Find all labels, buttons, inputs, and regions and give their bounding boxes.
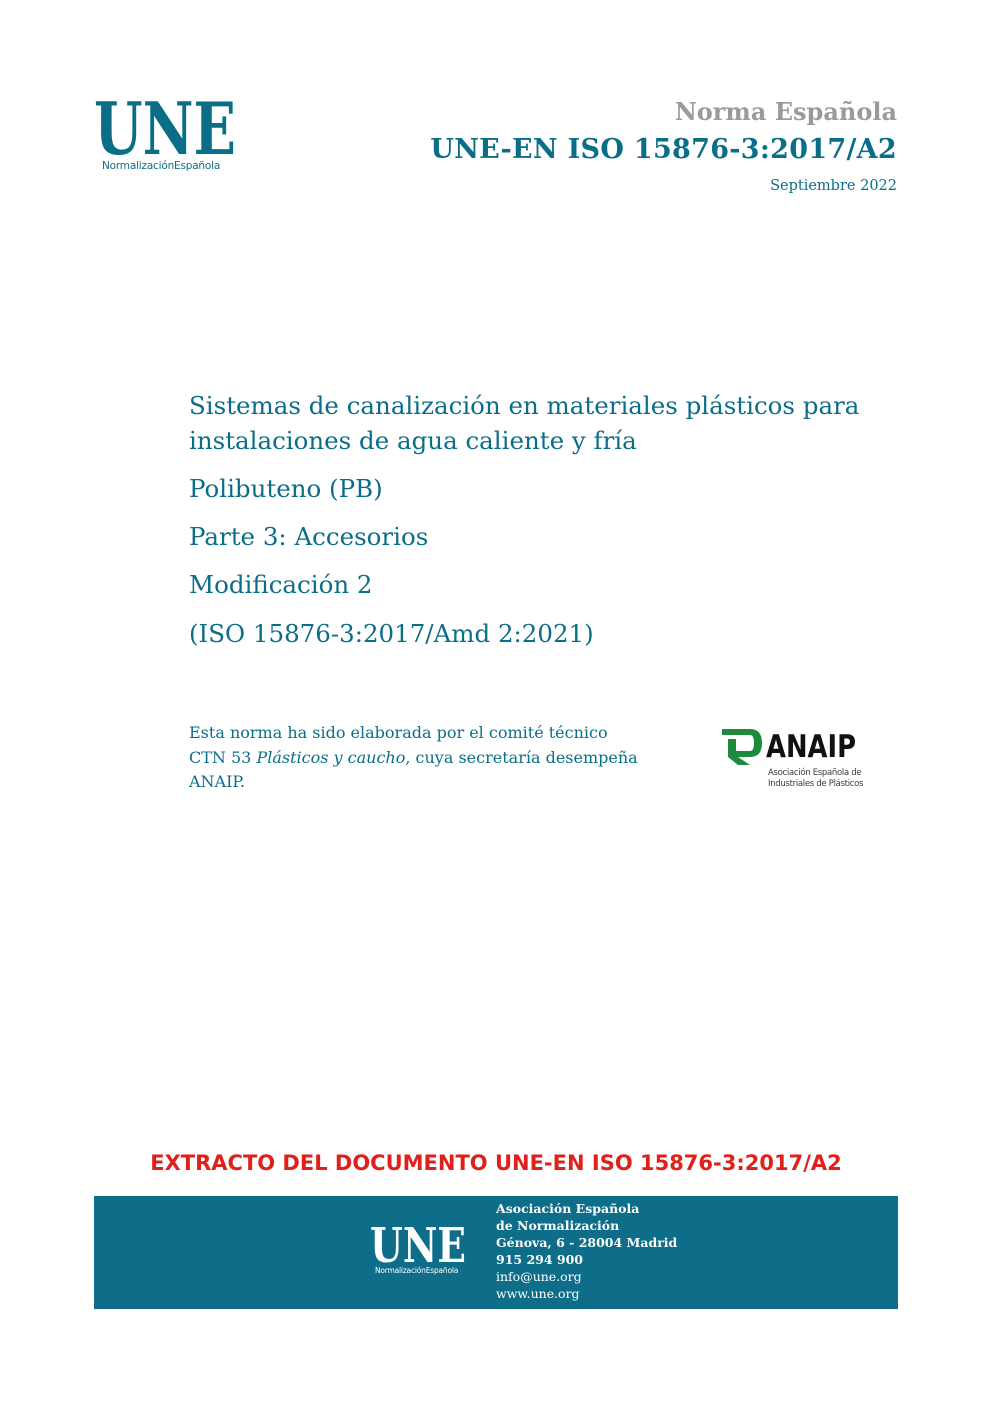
footer-email: info@une.org: [496, 1269, 582, 1284]
footer-une-logo-mark: [370, 1221, 470, 1265]
committee-text-line-2: [189, 746, 638, 770]
document-title-line-2: instalaciones de agua caliente y fría: [189, 426, 637, 455]
norma-label: Norma Española: [674, 97, 897, 126]
document-iso-reference: (ISO 15876-3:2017/Amd 2:2021): [189, 619, 594, 648]
footer-une-logo-subtitle-a: Normalización: [375, 1266, 426, 1275]
footer-une-logo-subtitle: [375, 1266, 458, 1275]
footer-org-line-1: Asociación Española: [496, 1201, 640, 1216]
anaip-emblem-icon: [722, 729, 762, 765]
une-logo-subtitle-b: Española: [174, 160, 221, 172]
footer-org-line-2: de Normalización: [496, 1218, 620, 1233]
extract-notice: EXTRACTO DEL DOCUMENTO UNE-EN ISO 15876-3:2017/A2: [150, 1151, 842, 1175]
committee-code: CTN 53: [189, 748, 257, 767]
committee-text-rest: , cuya secretaría desempeña: [405, 748, 638, 767]
committee-name: Plásticos y caucho: [256, 748, 406, 767]
norma-date: Septiembre 2022: [770, 178, 897, 194]
document-subtitle-part: Parte 3: Accesorios: [189, 522, 429, 551]
footer-une-logo: [370, 1221, 470, 1279]
anaip-logo-sub-2: Industriales de Plásticos: [768, 779, 864, 789]
committee-text-line-1: Esta norma ha sido elaborada por el comité técnico: [189, 723, 608, 742]
document-subtitle-amendment: Modificación 2: [189, 570, 373, 599]
une-logo-text: UNE: [94, 94, 236, 158]
footer-website: www.une.org: [496, 1286, 580, 1301]
une-logo-mark: [94, 94, 244, 158]
anaip-logo-mark: [720, 725, 860, 769]
anaip-logo-text: ANAIP: [766, 729, 856, 765]
une-logo-subtitle-a: Normalización: [102, 160, 175, 172]
footer-une-logo-subtitle-b: Española: [425, 1266, 459, 1275]
footer-phone: 915 294 900: [496, 1252, 583, 1267]
anaip-logo-sub-1: Asociación Española de: [768, 768, 862, 778]
committee-text-line-3: ANAIP.: [189, 772, 246, 791]
document-subtitle-material: Polibuteno (PB): [189, 474, 383, 503]
footer-address: Génova, 6 - 28004 Madrid: [496, 1235, 678, 1250]
norma-code: UNE-EN ISO 15876-3:2017/A2: [430, 134, 897, 165]
une-logo-subtitle: [102, 160, 220, 172]
document-title-line-1: Sistemas de canalización en materiales plásticos para: [189, 391, 860, 420]
footer-une-logo-text: UNE: [370, 1221, 466, 1265]
anaip-logo: [720, 725, 864, 795]
une-logo: [94, 94, 244, 176]
footer-band: [94, 1196, 898, 1309]
